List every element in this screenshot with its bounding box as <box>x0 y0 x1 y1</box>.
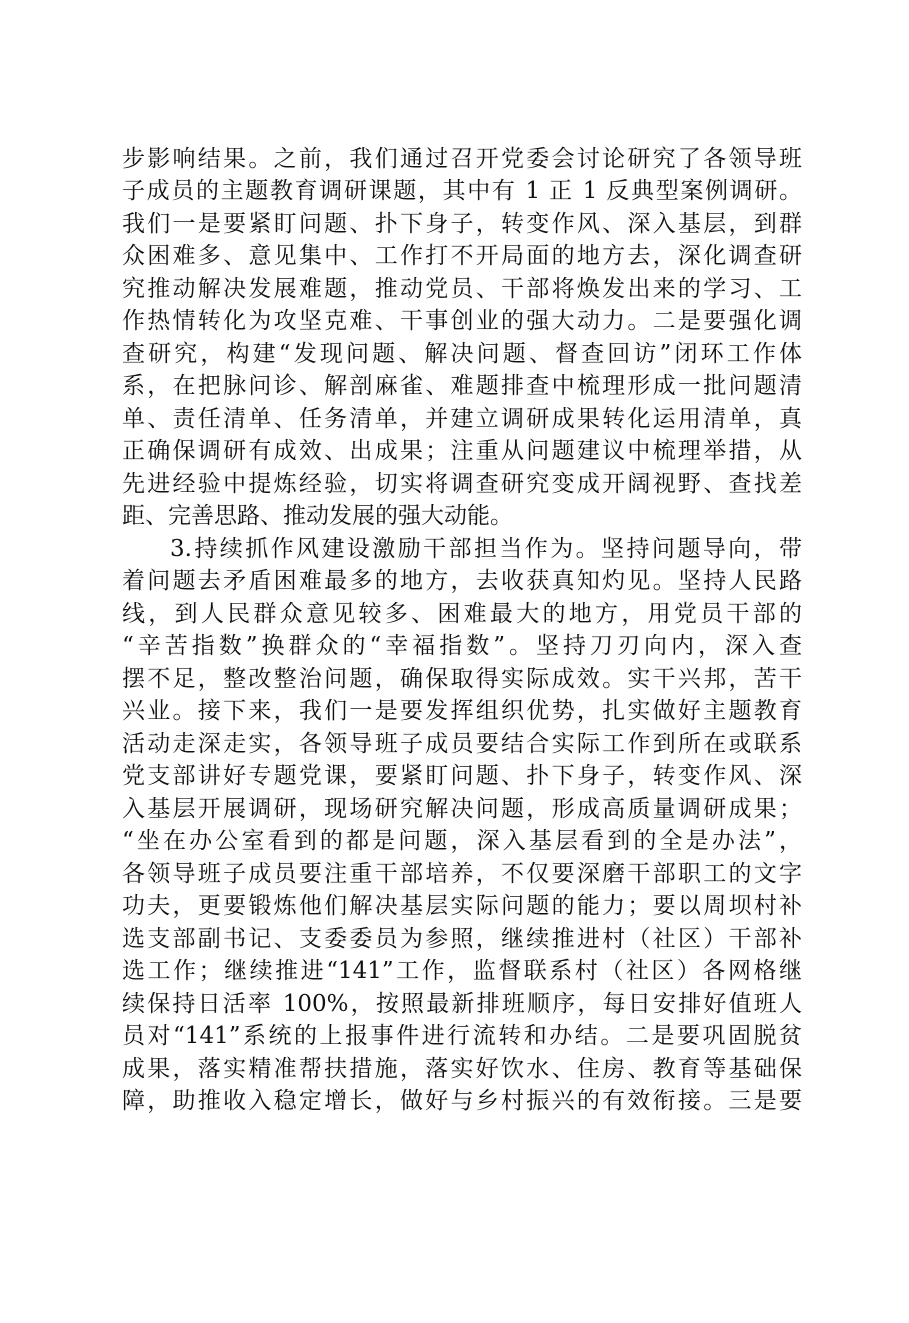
paragraph-1-line: 我们一是要紧盯问题、扑下身子，转变作风、深入基层，到群 <box>122 211 802 237</box>
paragraph-1-line: 究推动解决发展难题，推动党员、干部将焕发出来的学习、工 <box>122 276 802 302</box>
paragraph-2-line: 摆不足，整改整治问题，确保取得实际成效。实干兴邦，苦干 <box>122 666 802 692</box>
paragraph-2-line: 续保持日活率 100%，按照最新排班顺序，每日安排好值班人 <box>122 991 802 1017</box>
paragraph-2-line: 障，助推收入稳定增长，做好与乡村振兴的有效衔接。三是要 <box>122 1088 802 1114</box>
paragraph-2-line: 线，到人民群众意见较多、困难最大的地方，用党员干部的 <box>122 601 802 627</box>
paragraph-2-line: 选工作；继续推进“141”工作，监督联系村（社区）各网格继 <box>122 958 802 984</box>
paragraph-1-line: 先进经验中提炼经验，切实将调查研究变成开阔视野、查找差 <box>122 471 802 497</box>
paragraph-2-line: “坐在办公室看到的都是问题，深入基层看到的全是办法”， <box>122 828 802 854</box>
paragraph-2-line: 各领导班子成员要注重干部培养，不仅要深磨干部职工的文字 <box>122 861 802 887</box>
paragraph-2-line: 党支部讲好专题党课，要紧盯问题、扑下身子，转变作风、深 <box>122 763 802 789</box>
paragraph-2-line: “辛苦指数”换群众的“幸福指数”。坚持刀刃向内，深入查 <box>122 633 802 659</box>
paragraph-2-line: 成果，落实精准帮扶措施，落实好饮水、住房、教育等基础保 <box>122 1056 802 1082</box>
paragraph-2-line: 活动走深走实，各领导班子成员要结合实际工作到所在或联系 <box>122 731 802 757</box>
paragraph-1-line: 查研究，构建“发现问题、解决问题、督查回访”闭环工作体 <box>122 341 802 367</box>
paragraph-1-line: 正确保调研有成效、出成果；注重从问题建议中梳理举措，从 <box>122 438 802 464</box>
paragraph-2-line: 3.持续抓作风建设激励干部担当作为。坚持问题导向，带 <box>170 536 802 562</box>
paragraph-1-line: 距、完善思路、推动发展的强大动能。 <box>122 503 513 529</box>
paragraph-1-line: 单、责任清单、任务清单，并建立调研成果转化运用清单，真 <box>122 406 802 432</box>
paragraph-1-line: 众困难多、意见集中、工作打不开局面的地方去，深化调查研 <box>122 243 802 269</box>
paragraph-2-line: 入基层开展调研，现场研究解决问题，形成高质量调研成果； <box>122 796 802 822</box>
paragraph-2-line: 功夫，更要锻炼他们解决基层实际问题的能力；要以周坝村补 <box>122 893 802 919</box>
paragraph-1-line: 子成员的主题教育调研课题，其中有 1 正 1 反典型案例调研。 <box>122 178 802 204</box>
paragraph-2-line: 兴业。接下来，我们一是要发挥组织优势，扎实做好主题教育 <box>122 698 802 724</box>
body-text <box>122 143 802 1323</box>
paragraph-1-line: 步影响结果。之前，我们通过召开党委会讨论研究了各领导班 <box>122 146 802 172</box>
paragraph-1-line: 系，在把脉问诊、解剖麻雀、难题排查中梳理形成一批问题清 <box>122 373 802 399</box>
paragraph-2-line: 选支部副书记、支委委员为参照，继续推进村（社区）干部补 <box>122 926 802 952</box>
paragraph-2-line: 着问题去矛盾困难最多的地方，去收获真知灼见。坚持人民路 <box>122 568 802 594</box>
paragraph-1-line: 作热情转化为攻坚克难、干事创业的强大动力。二是要强化调 <box>122 308 802 334</box>
paragraph-2-line: 员对“141”系统的上报事件进行流转和办结。二是要巩固脱贫 <box>122 1023 802 1049</box>
